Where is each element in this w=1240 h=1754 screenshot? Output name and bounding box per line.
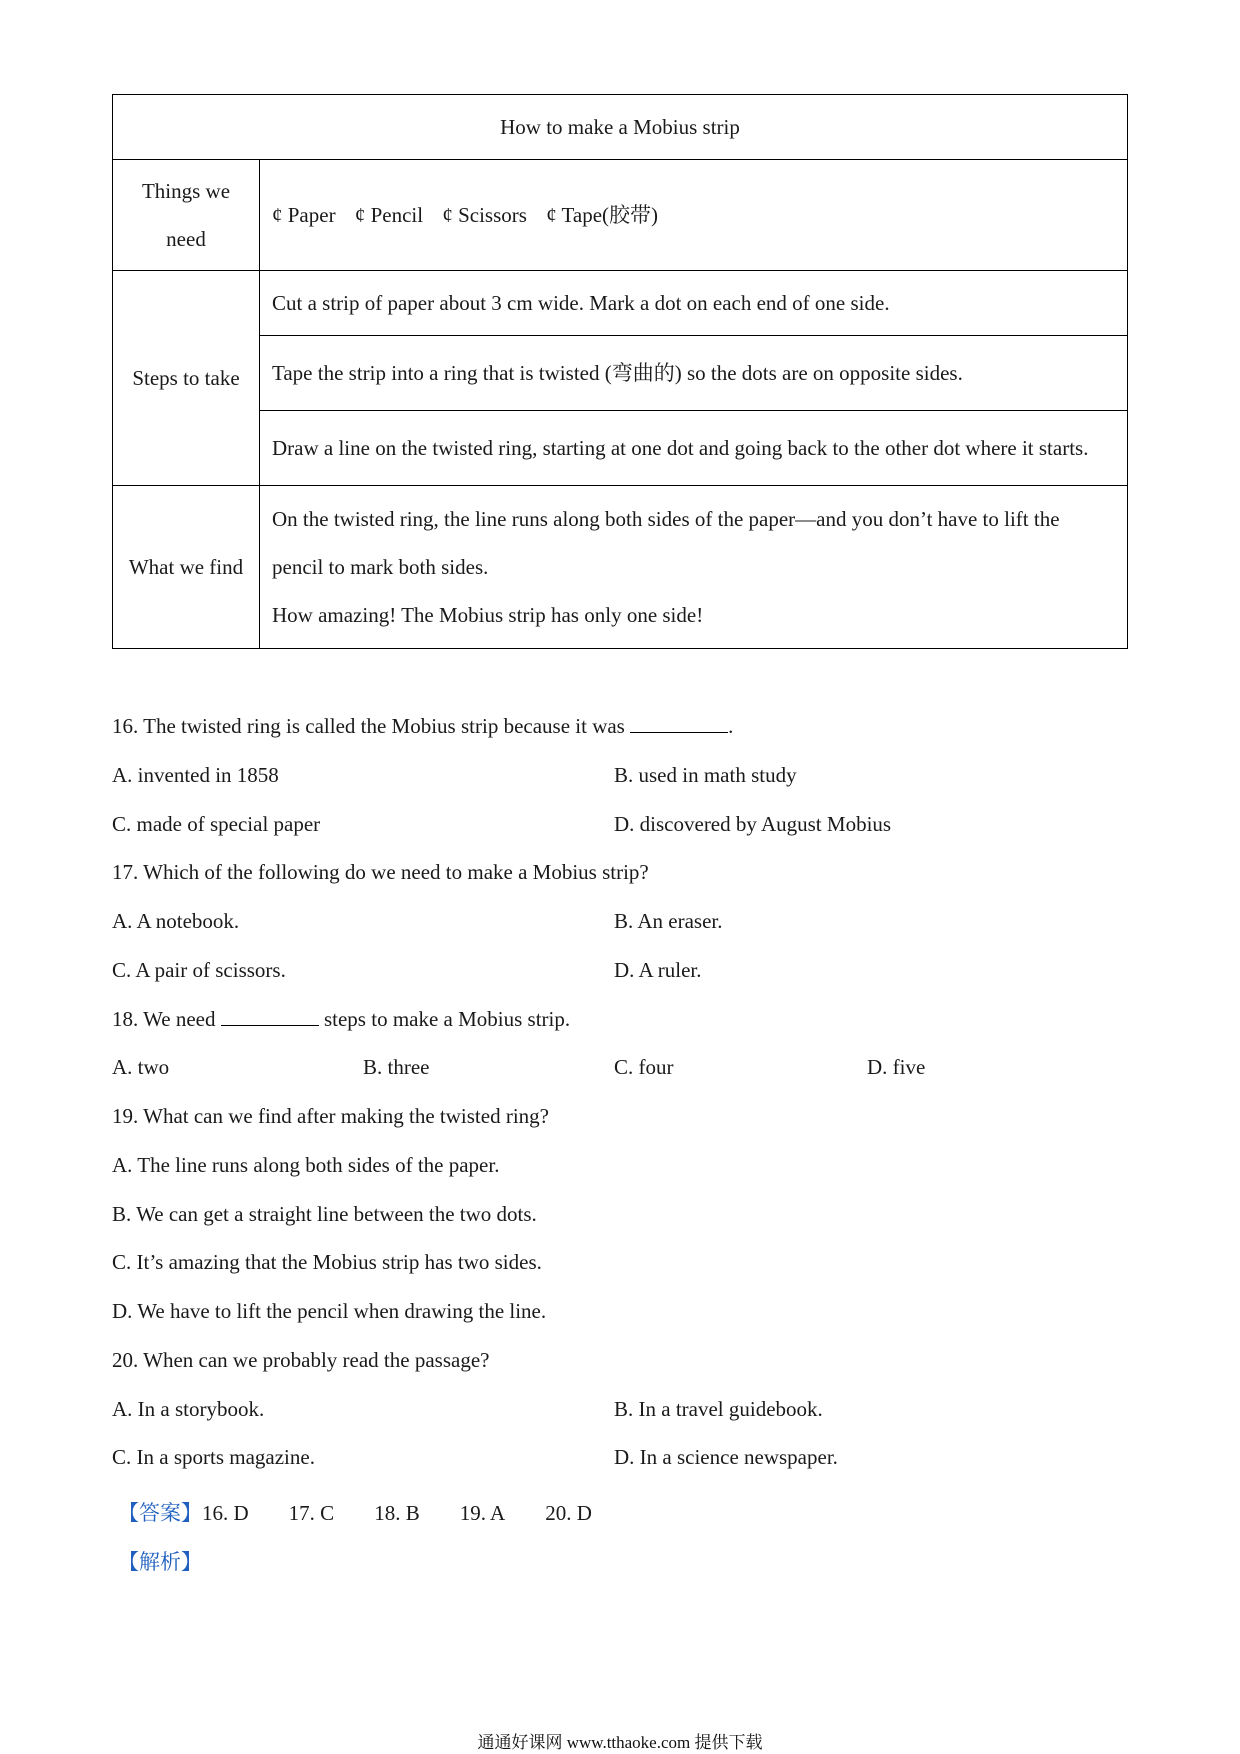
steps-label: Steps to take [113,271,260,486]
q18-option-a: A. two [112,1055,170,1079]
find-line-2: pencil to mark both sides. [272,555,489,579]
q16-stem: 16. The twisted ring is called the Mobius strip because it was [112,714,631,738]
step-1: Cut a strip of paper about 3 cm wide. Mark a dot on each end of one side. [260,271,1128,336]
q19-option-b: B. We can get a straight line between the two dots. [112,1202,537,1226]
question-17: 17. Which of the following do we need to make a Mobius strip? [112,860,649,884]
q19-option-c: C. It’s amazing that the Mobius strip has two sides. [112,1250,542,1274]
q18-option-c: C. four [614,1055,674,1079]
things-label-line2: need [166,227,206,251]
find-text [260,486,1128,649]
question-16 [112,714,733,739]
things-list [260,160,1128,271]
find-line-3: How amazing! The Mobius strip has only one side! [272,603,704,627]
step-3: Draw a line on the twisted ring, starting at one dot and going back to the other dot where it starts. [260,411,1128,486]
answer-item: 18. B [374,1501,420,1525]
answer-blank [630,714,728,733]
answer-item: 17. C [288,1501,335,1525]
q16-option-b: B. used in math study [614,763,797,787]
mobius-table [112,94,1128,649]
answer-item: 20. D [545,1501,592,1525]
things-label [113,160,260,271]
q18-stem: 18. We need [112,1007,221,1031]
q19-option-d: D. We have to lift the pencil when drawing the line. [112,1299,547,1323]
q20-option-c: C. In a sports magazine. [112,1445,315,1469]
thing-item: ¢ Paper [272,203,336,227]
thing-item: ¢ Scissors [442,203,527,227]
answer-blank [221,1007,319,1026]
step-2: Tape the strip into a ring that is twisted (弯曲的) so the dots are on opposite sides. [260,336,1128,411]
answer-line [118,1497,592,1527]
q18-option-d: D. five [867,1055,926,1079]
q18-option-b: B. three [363,1055,430,1079]
q20-option-d: D. In a science newspaper. [614,1445,838,1469]
find-line-1: On the twisted ring, the line runs along both sides of the paper—and you don’t have to lift the [272,507,1060,531]
q17-option-b: B. An eraser. [614,909,723,933]
q19-option-a: A. The line runs along both sides of the paper. [112,1153,500,1177]
answer-item: 19. A [459,1501,506,1525]
q16-option-a: A. invented in 1858 [112,763,279,787]
q16-option-d: D. discovered by August Mobius [614,812,892,836]
q17-option-d: D. A ruler. [614,958,702,982]
question-20: 20. When can we probably read the passage? [112,1348,490,1372]
thing-item: ¢ Pencil [354,203,424,227]
q16-option-c: C. made of special paper [112,812,321,836]
q17-option-c: C. A pair of scissors. [112,958,286,982]
analysis-tag: 【解析】 [118,1550,202,1574]
question-19: 19. What can we find after making the twisted ring? [112,1104,549,1128]
q18-stem-end: steps to make a Mobius strip. [318,1007,571,1031]
q17-option-a: A. A notebook. [112,909,240,933]
find-label: What we find [113,486,260,649]
answer-item: 16. D [202,1501,249,1525]
q20-option-a: A. In a storybook. [112,1397,265,1421]
q16-stem-end: . [728,714,734,738]
footer-text: 通通好课网 www.tthaoke.com 提供下载 [477,1733,763,1752]
things-label-line1: Things we [141,179,231,203]
q20-option-b: B. In a travel guidebook. [614,1397,823,1421]
thing-item: ¢ Tape(胶带) [546,203,659,227]
table-title: How to make a Mobius strip [113,95,1128,160]
answer-tag: 【答案】 [118,1501,202,1525]
question-18 [112,1007,570,1032]
